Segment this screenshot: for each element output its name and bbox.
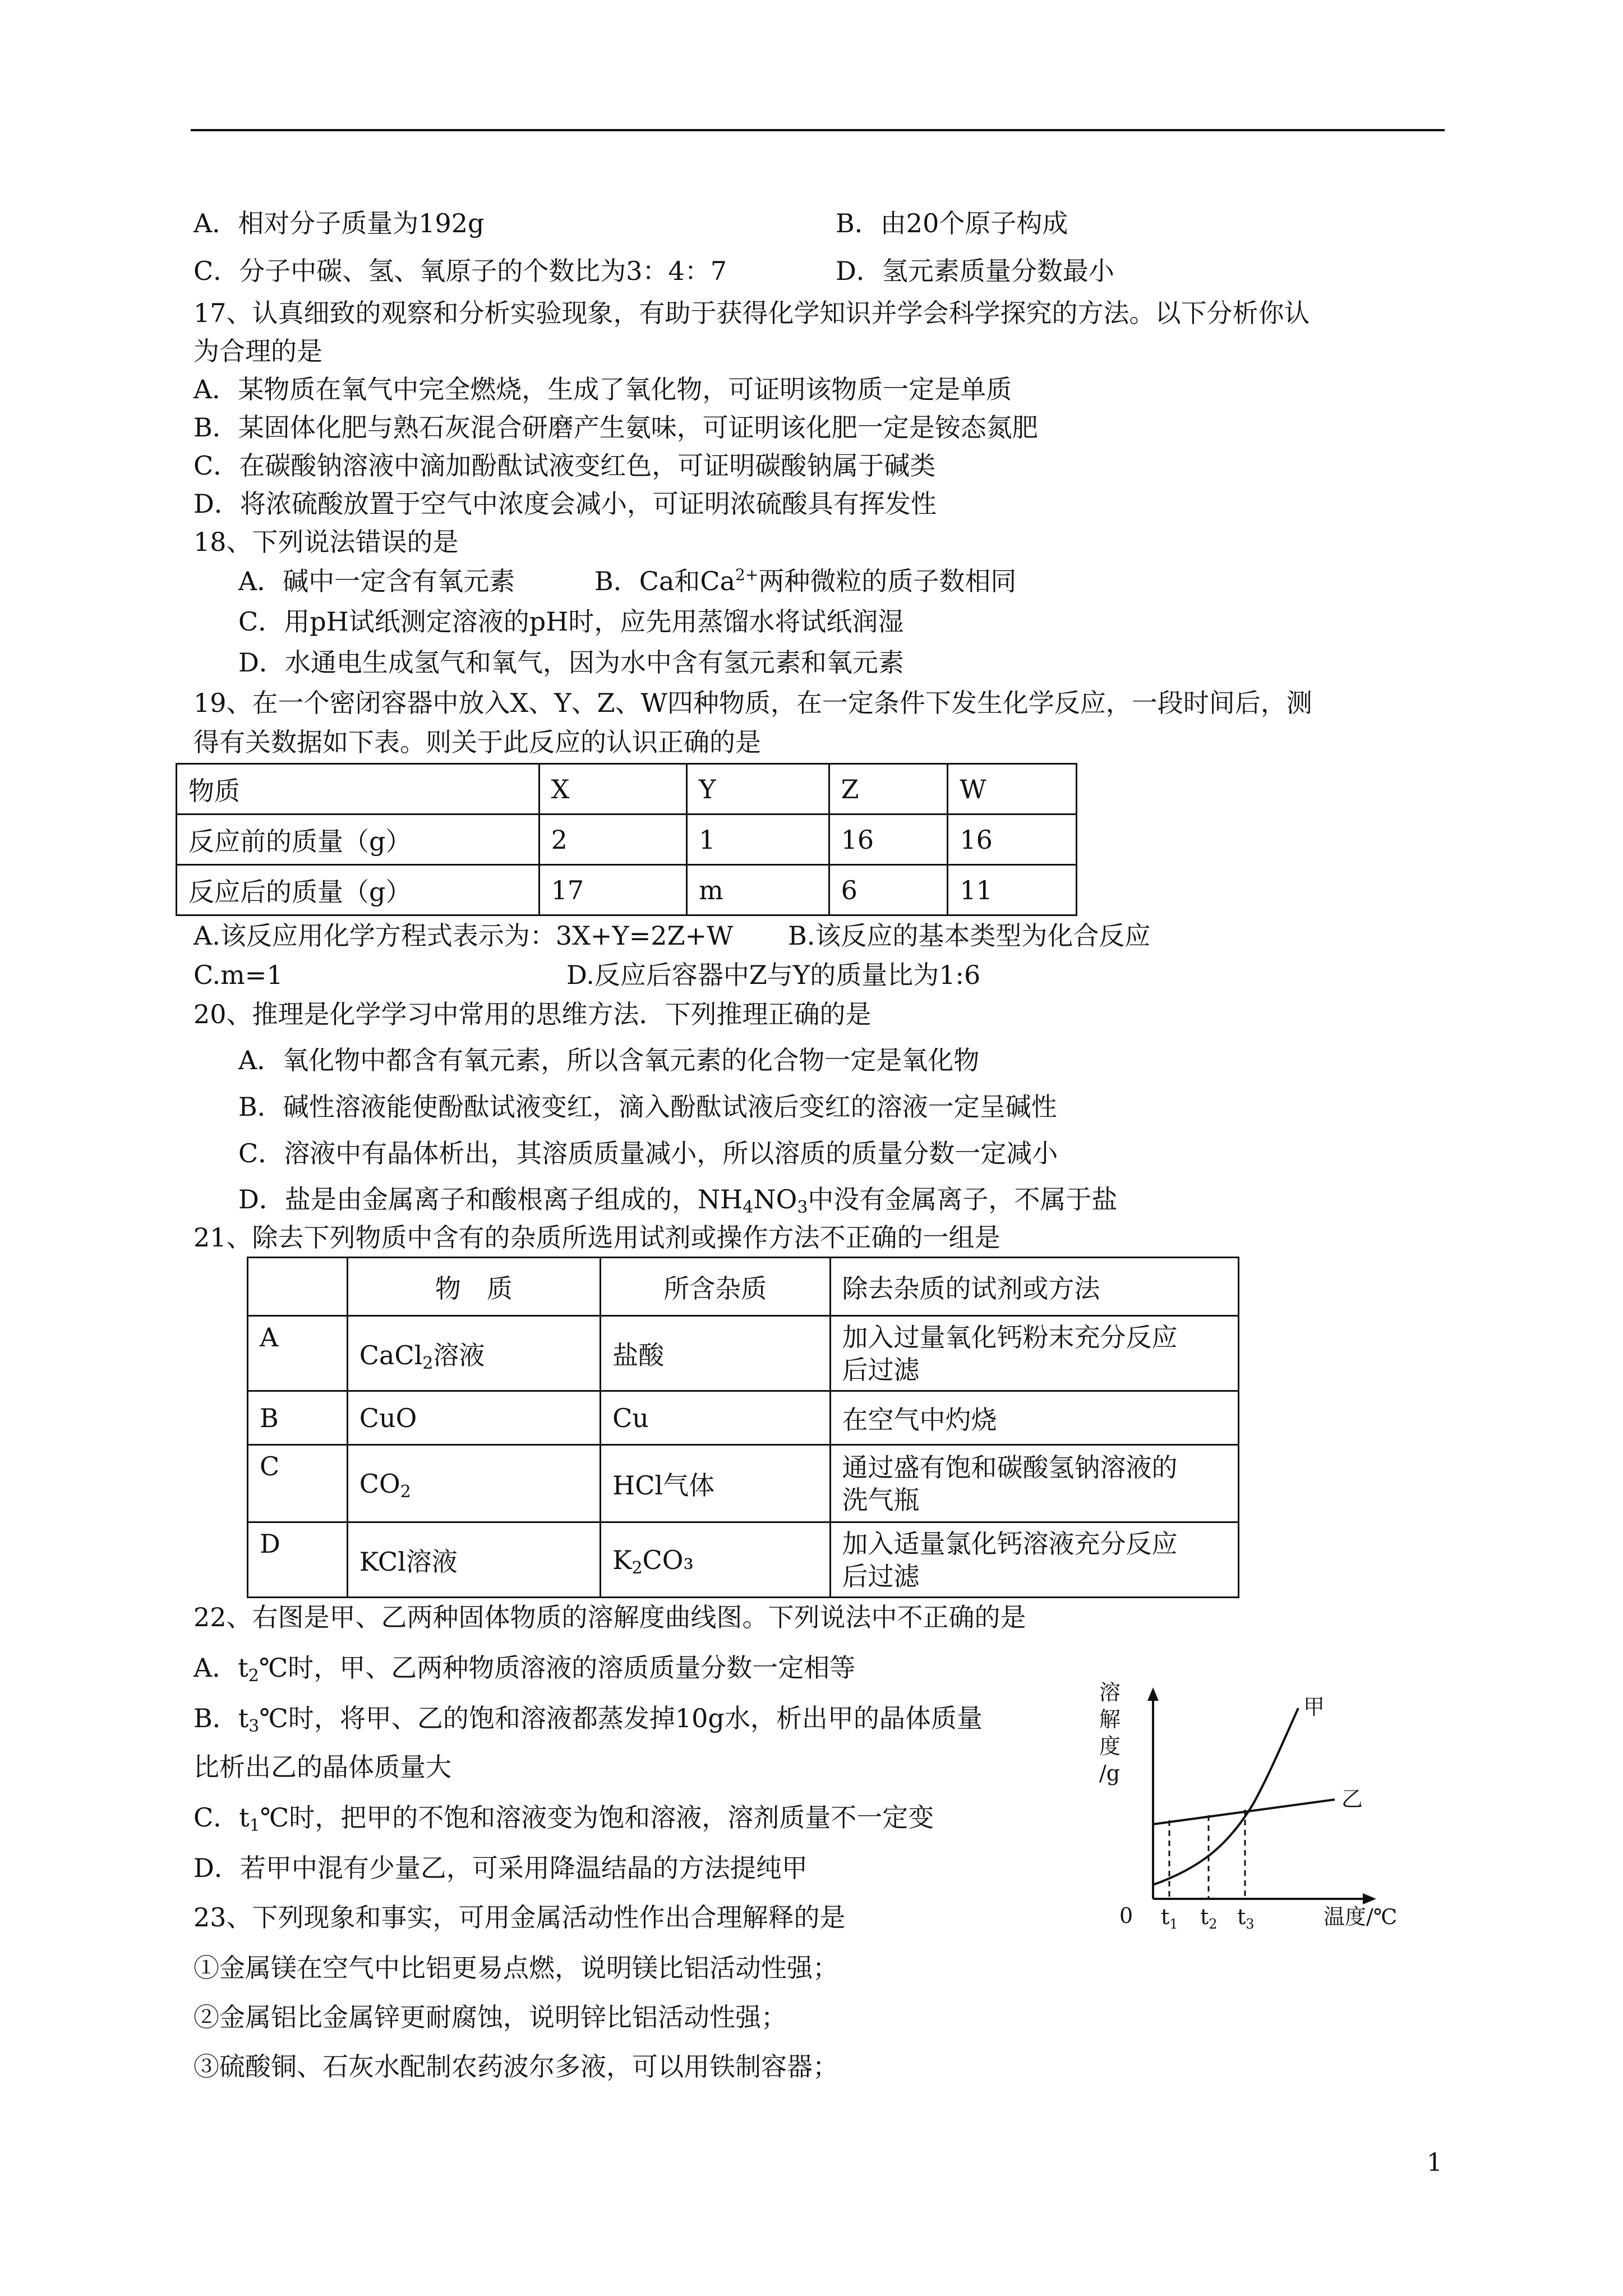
q17-stem-cont: 为合理的是 [193, 336, 322, 366]
q20-stem: 20、推理是化学学习中常用的思维方法．下列推理正确的是 [193, 999, 872, 1029]
table-cell: 6 [829, 865, 948, 915]
table-cell: Y [687, 764, 829, 815]
q20-option-b: B．碱性溶液能使酚酞试液变红，滴入酚酞试液后变红的溶液一定呈碱性 [238, 1092, 1057, 1122]
x-axis-label: 温度/℃ [1324, 1904, 1398, 1929]
q20-option-a: A．氧化物中都含有氧元素，所以含氧元素的化合物一定是氧化物 [238, 1045, 980, 1075]
table-cell: $K_2CO_3$ [601, 1522, 830, 1598]
q20-option-d: D．盐是由金属离子和酸根离子组成的，$NH_4NO_3$中没有金属离子，不属于盐 [238, 1184, 1118, 1217]
q17-option-d: D．将浓硫酸放置于空气中浓度会减小，可证明浓硫酸具有挥发性 [193, 489, 937, 519]
page-number: 1 [1427, 2148, 1442, 2177]
table-cell: 物 质 [347, 1258, 600, 1316]
table-cell: C [248, 1445, 348, 1522]
q18-stem: 18、下列说法错误的是 [193, 527, 459, 557]
table-cell: 盐酸 [601, 1316, 830, 1391]
table-row [177, 815, 1077, 865]
q17-option-a: A．某物质在氧气中完全燃烧，生成了氧化物，可证明该物质一定是单质 [193, 374, 1012, 404]
q23-item-1: ①金属镁在空气中比铝更易点燃，说明镁比铝活动性强； [193, 1953, 838, 1983]
table-cell: KCl溶液 [347, 1522, 600, 1598]
q22-option-b: B．$t_3℃$时，将甲、乙的饱和溶液都蒸发掉10g水，析出甲的晶体质量 [193, 1703, 983, 1736]
q22-option-d: D．若甲中混有少量乙，可采用降温结晶的方法提纯甲 [193, 1853, 808, 1883]
origin-label: 0 [1119, 1903, 1133, 1928]
q19-data-table [176, 763, 1077, 916]
table-row [248, 1445, 1239, 1522]
table-cell: CaCl$_2$溶液 [347, 1316, 600, 1391]
table-cell: 16 [948, 815, 1077, 865]
q16-option-a: A．相对分子质量为192g [193, 208, 485, 238]
table-row [248, 1391, 1239, 1445]
tick-t2: $t_2$ [1200, 1904, 1218, 1932]
tick-t1: $t_1$ [1161, 1904, 1178, 1932]
q22-option-a: A．$t_2℃$时，甲、乙两种物质溶液的溶质质量分数一定相等 [193, 1653, 856, 1686]
q22-option-b-cont: 比析出乙的晶体质量大 [193, 1752, 451, 1782]
curve-yi [1153, 1800, 1335, 1824]
table-cell: 在空气中灼烧 [830, 1391, 1238, 1445]
table-cell: 反应前的质量（g） [177, 815, 540, 865]
table-cell: 反应后的质量（g） [177, 865, 540, 915]
q23-item-3: ③硫酸铜、石灰水配制农药波尔多液，可以用铁制容器； [193, 2051, 838, 2082]
header-rule [191, 129, 1445, 131]
curve-jia [1153, 1708, 1298, 1885]
q16-option-b: B．由20个原子构成 [836, 208, 1068, 238]
q17-option-c: C．在碳酸钠溶液中滴加酚酞试液变红色，可证明碳酸钠属于碱类 [193, 450, 936, 481]
q21-impurity-table [247, 1257, 1239, 1598]
table-cell: 2 [539, 815, 687, 865]
table-row [248, 1522, 1239, 1598]
table-cell: 通过盛有饱和碳酸氢钠溶液的 洗气瓶 [830, 1445, 1238, 1522]
table-cell: 1 [687, 815, 829, 865]
x-axis-arrow [1363, 1893, 1376, 1904]
table-header-row [248, 1258, 1239, 1316]
table-cell: 11 [948, 865, 1077, 915]
y-axis-label-4: /g [1099, 1761, 1121, 1786]
q16-option-d: D．氢元素质量分数最小 [836, 256, 1114, 286]
table-header-row [177, 764, 1077, 815]
table-cell: D [248, 1522, 348, 1598]
q18-option-c: C．用pH试纸测定溶液的pH时，应先用蒸馏水将试纸润湿 [238, 606, 904, 637]
q17-option-b: B．某固体化肥与熟石灰混合研磨产生氨味，可证明该化肥一定是铵态氮肥 [193, 412, 1038, 443]
table-cell: Cu [601, 1391, 830, 1445]
q17-stem: 17、认真细致的观察和分析实验现象，有助于获得化学知识并学会科学探究的方法。以下分析你认 [193, 298, 1310, 328]
table-cell: 17 [539, 865, 687, 915]
q18-option-a: A．碱中一定含有氧元素 [238, 566, 515, 596]
table-cell: $CO_2$ [347, 1445, 600, 1522]
q20-option-c: C．溶液中有晶体析出，其溶质质量减小，所以溶质的质量分数一定减小 [238, 1138, 1058, 1168]
q21-stem: 21、除去下列物质中含有的杂质所选用试剂或操作方法不正确的一组是 [193, 1222, 1000, 1253]
table-cell: m [687, 865, 829, 915]
table-row [248, 1316, 1239, 1391]
table-cell: CuO [347, 1391, 600, 1445]
solubility-curve-diagram [1099, 1677, 1413, 1935]
table-cell: 除去杂质的试剂或方法 [830, 1258, 1238, 1316]
q19-option-a: A.该反应用化学方程式表示为：3X+Y=2Z+W [193, 921, 734, 951]
table-cell: A [248, 1316, 348, 1391]
table-cell [248, 1258, 348, 1316]
series-label-jia: 甲 [1303, 1695, 1325, 1719]
q16-option-c: C．分子中碳、氢、氧原子的个数比为3：4：7 [193, 256, 727, 286]
table-cell: 物质 [177, 764, 540, 815]
q18-option-b: B．Ca和$Ca^{2+}$两种微粒的质子数相同 [594, 565, 1017, 596]
series-label-yi: 乙 [1341, 1787, 1363, 1811]
q19-option-d: D.反应后容器中Z与Y的质量比为1:6 [566, 960, 981, 990]
y-axis-arrow [1147, 1687, 1159, 1701]
table-cell: 加入过量氧化钙粉末充分反应 后过滤 [830, 1316, 1238, 1391]
table-cell: X [539, 764, 687, 815]
y-axis-label-3: 度 [1099, 1734, 1121, 1759]
q19-option-c: C.m=1 [193, 960, 283, 990]
q19-stem: 19、在一个密闭容器中放入X、Y、Z、W四种物质，在一定条件下发生化学反应，一段时间后，测 [193, 688, 1312, 718]
table-cell: Z [829, 764, 948, 815]
y-axis-label-1: 溶 [1099, 1680, 1121, 1705]
q22-option-c: C．$t_1℃$时，把甲的不饱和溶液变为饱和溶液，溶剂质量不一定变 [193, 1802, 934, 1835]
table-cell: 16 [829, 815, 948, 865]
q19-stem-cont: 得有关数据如下表。则关于此反应的认识正确的是 [193, 727, 761, 757]
table-cell: HCl气体 [601, 1445, 830, 1522]
q23-stem: 23、下列现象和事实，可用金属活动性作出合理解释的是 [193, 1902, 846, 1932]
table-cell: 加入适量氯化钙溶液充分反应 后过滤 [830, 1522, 1238, 1598]
table-cell: 所含杂质 [601, 1258, 830, 1316]
table-cell: W [948, 764, 1077, 815]
table-cell: B [248, 1391, 348, 1445]
tick-t3: $t_3$ [1237, 1904, 1255, 1932]
q18-option-d: D．水通电生成氢气和氧气，因为水中含有氢元素和氧元素 [238, 647, 904, 678]
q22-stem: 22、右图是甲、乙两种固体物质的溶解度曲线图。下列说法中不正确的是 [193, 1602, 1026, 1632]
q23-item-2: ②金属铝比金属锌更耐腐蚀，说明锌比铝活动性强； [193, 2002, 787, 2032]
y-axis-label-2: 解 [1099, 1707, 1121, 1732]
table-row [177, 865, 1077, 915]
q19-option-b: B.该反应的基本类型为化合反应 [788, 921, 1151, 951]
